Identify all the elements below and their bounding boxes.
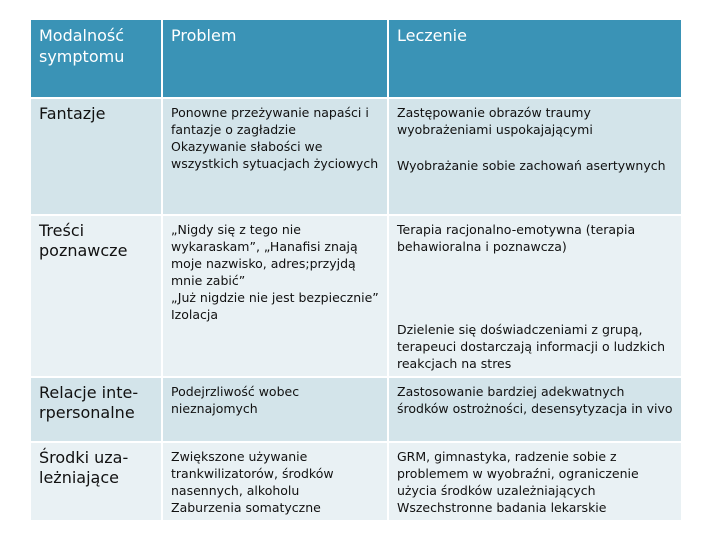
table-row [30,442,682,521]
treatment-text: Dzielenie się doświadczeniami z grupą, terapeuci dostarczają informacji o ludzkich reakcjach na stres [397,322,665,371]
treatment-cell [388,215,682,377]
problem-cell [162,377,388,442]
header-problem: Problem [162,19,388,98]
problem-cell [162,215,388,377]
modality-cell: Treści poznawcze [30,215,162,377]
problem-text: „Nigdy się z tego nie wykaraskam”, „Hanafisi znają moje nazwisko, adres;przyjdą mnie zabić” „Już nigdzie nie jest bezpiecznie” Izolacja [171,222,379,322]
treatment-text: Zastosowanie bardziej adekwatnych środków ostrożności, desensytyzacja in vivo [397,384,673,416]
modality-cell: Środki uza-leżniające [30,442,162,521]
problem-cell [162,442,388,521]
treatment-text: Wyobrażanie sobie zachowań asertywnych [397,158,666,173]
modality-cell: Relacje inte-rpersonalne [30,377,162,442]
treatment-text: Terapia racjonalno-emotywna (terapia behawioralna i poznawcza) [397,222,636,254]
table-row [30,377,682,442]
treatment-text: Zastępowanie obrazów traumy wyobrażeniami uspokajającymi [397,105,593,137]
header-treatment: Leczenie [388,19,682,98]
treatment-cell [388,377,682,442]
modality-cell: Fantazje [30,98,162,215]
problem-cell [162,98,388,215]
treatment-cell [388,98,682,215]
symptom-treatment-table [29,18,683,522]
table-row [30,98,682,215]
treatment-text: GRM, gimnastyka, radzenie sobie z problemem w wyobraźni, ograniczenie użycia środków uzależniających Wszechstronne badania lekarskie [397,449,639,515]
header-modality: Modalność symptomu [30,19,162,98]
problem-text: Podejrzliwość wobec nieznajomych [171,384,300,416]
table-header-row [30,19,682,98]
treatment-cell [388,442,682,521]
problem-text: Zwiększone używanie trankwilizatorów, środków nasennych, alkoholu Zaburzenia somatyczne [171,449,334,515]
problem-text: Ponowne przeżywanie napaści i fantazje o zagładzie Okazywanie słabości we wszystkich sytuacjach życiowych [171,105,379,171]
table-row [30,215,682,377]
